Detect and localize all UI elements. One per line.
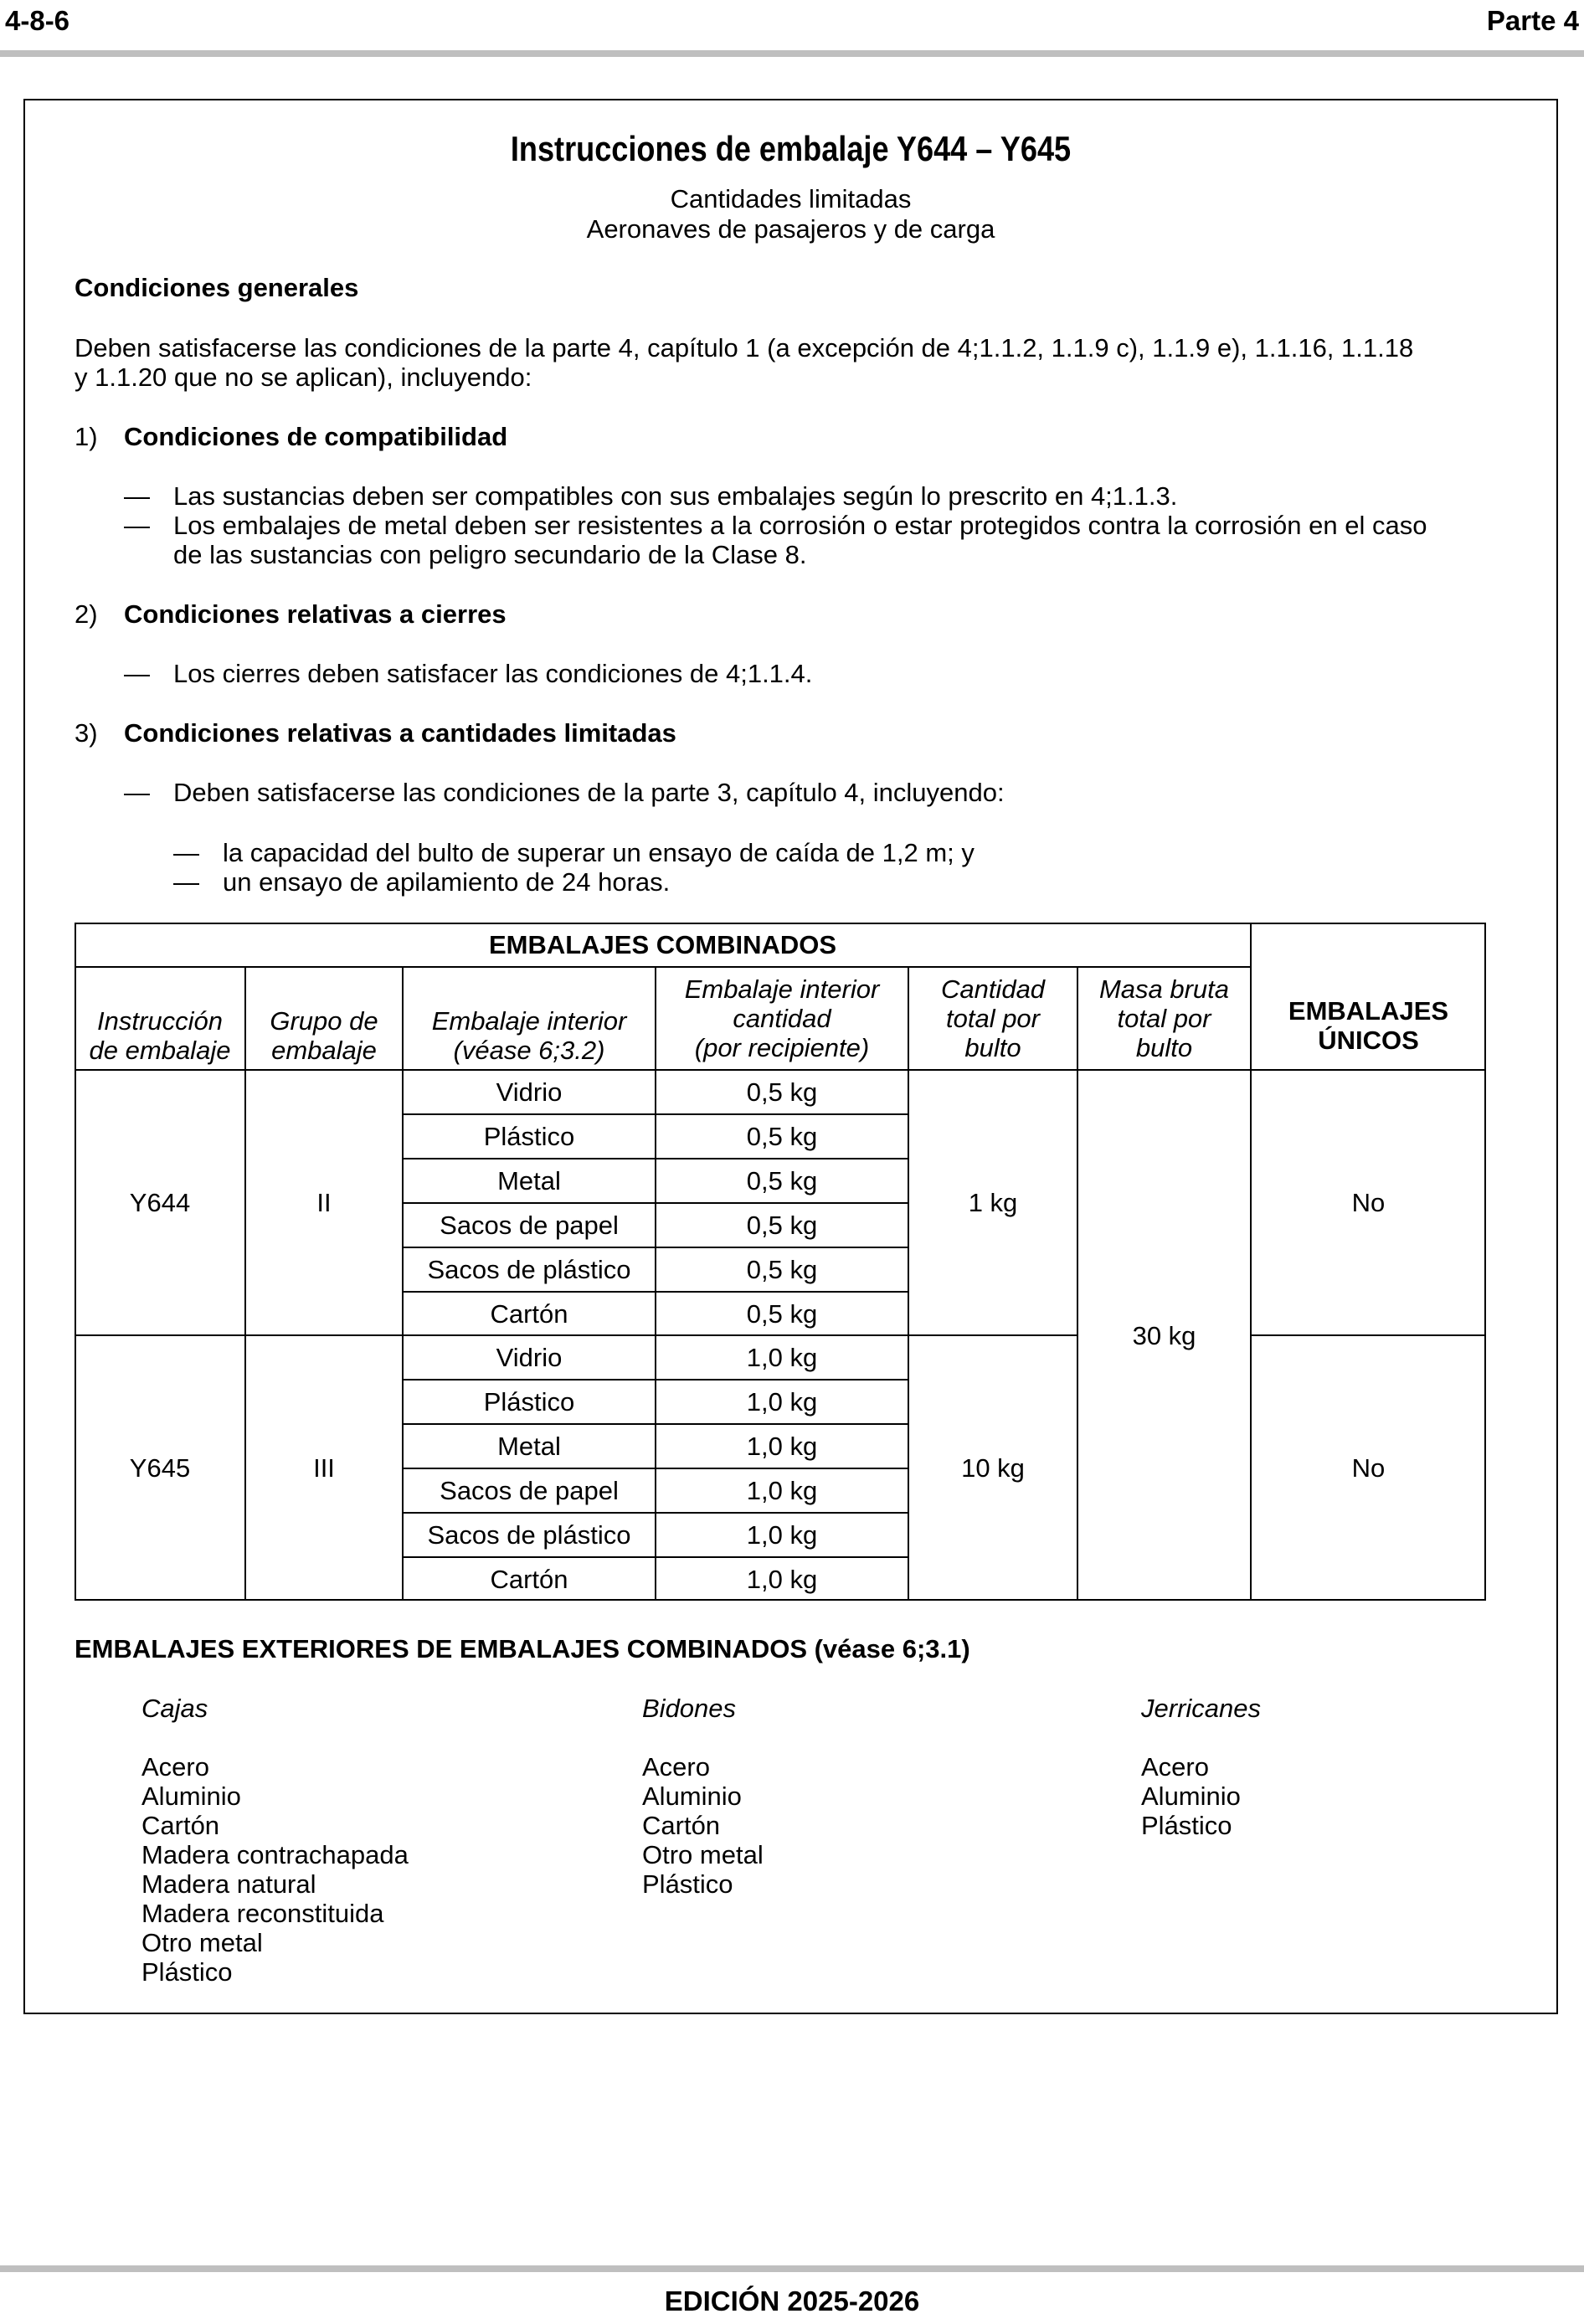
intro-line-2: y 1.1.20 que no se aplican), incluyendo:: [75, 362, 532, 392]
dash: —: [124, 659, 150, 688]
col-qty-header: Embalaje interior cantidad (por recipiente): [684, 974, 880, 1062]
inner-packaging-cell: Sacos de papel: [440, 1476, 619, 1505]
inner-packaging-cell: Metal: [497, 1432, 561, 1461]
inner-qty-cell: 0,5 kg: [746, 1122, 818, 1151]
packing-table: [75, 923, 1486, 1601]
outer-item: Madera contrachapada: [141, 1840, 409, 1869]
inner-packaging-cell: Cartón: [490, 1564, 568, 1594]
outer-item: Madera reconstituida: [141, 1899, 384, 1928]
section-3-number: 3): [75, 718, 98, 748]
total-per-package-y645: 10 kg: [961, 1453, 1025, 1483]
content-frame: [23, 99, 1558, 2014]
inner-packaging-cell: Cartón: [490, 1298, 568, 1329]
section-1-bullet-1: Las sustancias deben ser compatibles con sus embalajes según lo prescrito en 4;1.1.3.: [173, 481, 1178, 511]
single-packagings-header: EMBALAJES ÚNICOS: [1288, 996, 1449, 1055]
inner-packaging-cell: Vidrio: [496, 1077, 563, 1107]
dash: —: [124, 778, 150, 807]
inner-qty-cell: 0,5 kg: [746, 1211, 818, 1240]
gross-mass-cell: 30 kg: [1132, 1320, 1196, 1350]
inner-qty-cell: 1,0 kg: [746, 1564, 818, 1594]
outer-item: Plástico: [141, 1957, 233, 1987]
outer-item: Acero: [141, 1752, 209, 1782]
outer-col-heading: Jerricanes: [1141, 1694, 1261, 1723]
single-packagings-y644: No: [1351, 1188, 1386, 1217]
dash: —: [124, 481, 150, 511]
section-3-sub-1: la capacidad del bulto de superar un ensayo de caída de 1,2 m; y: [223, 838, 975, 867]
inner-packaging-cell: Metal: [497, 1166, 561, 1195]
instruction-y645: Y645: [129, 1453, 191, 1483]
single-packagings-y645: No: [1351, 1453, 1386, 1483]
edition-footer: EDICIÓN 2025-2026: [664, 2285, 920, 2316]
outer-item: Otro metal: [141, 1928, 263, 1957]
inner-packaging-cell: Plástico: [483, 1387, 575, 1417]
inner-packaging-cell: Sacos de plástico: [427, 1520, 631, 1550]
inner-qty-cell: 1,0 kg: [746, 1387, 818, 1417]
inner-qty-cell: 1,0 kg: [746, 1476, 818, 1505]
outer-item: Acero: [642, 1752, 710, 1782]
inner-packaging-cell: Plástico: [483, 1122, 575, 1151]
dash: —: [173, 838, 199, 867]
outer-item: Plástico: [642, 1869, 733, 1899]
outer-item: Otro metal: [642, 1840, 764, 1869]
dash: —: [124, 511, 150, 540]
outer-packagings-heading: EMBALAJES EXTERIORES DE EMBALAJES COMBINADOS (véase 6;3.1): [75, 1634, 970, 1663]
inner-qty-cell: 0,5 kg: [746, 1166, 818, 1195]
outer-item: Aluminio: [1141, 1782, 1241, 1811]
col-total-header: Cantidad total por bulto: [940, 974, 1046, 1062]
col-inner-header: Embalaje interior (véase 6;3.2): [431, 1005, 627, 1065]
col-instruction-header: Instrucción de embalaje: [89, 1005, 231, 1065]
instruction-y644: Y644: [129, 1188, 191, 1217]
inner-packaging-cell: Sacos de plástico: [427, 1255, 631, 1284]
section-3-bullet-1: Deben satisfacerse las condiciones de la parte 3, capítulo 4, incluyendo:: [173, 778, 1005, 807]
section-3-heading: Condiciones relativas a cantidades limitadas: [124, 718, 676, 748]
outer-item: Aluminio: [642, 1782, 742, 1811]
footer-rule: [0, 2265, 1584, 2272]
packing-group-ii: II: [316, 1188, 332, 1217]
inner-qty-cell: 1,0 kg: [746, 1520, 818, 1550]
subtitle-limited-quantities: Cantidades limitadas: [670, 184, 912, 213]
outer-col-jerricans: [1141, 1694, 1261, 1840]
section-2-heading: Condiciones relativas a cierres: [124, 599, 507, 629]
inner-qty-cell: 0,5 kg: [746, 1077, 818, 1107]
col-group-header: Grupo de embalaje: [270, 1005, 378, 1065]
section-1-heading: Condiciones de compatibilidad: [124, 422, 508, 451]
intro-line-1: Deben satisfacerse las condiciones de la parte 4, capítulo 1 (a excepción de 4;1.1.2, 1.1.9 c), 1.1.9 e), 1.1.16, 1.1.18: [75, 333, 1414, 362]
combined-packagings-header: EMBALAJES COMBINADOS: [488, 930, 837, 959]
inner-packaging-cell: Vidrio: [496, 1343, 563, 1372]
outer-item: Acero: [1141, 1752, 1209, 1782]
section-1-bullet-2-line-1: Los embalajes de metal deben ser resistentes a la corrosión o estar protegidos contra la corrosión en el caso: [173, 511, 1427, 540]
section-1-bullet-2-line-2: de las sustancias con peligro secundario de la Clase 8.: [173, 540, 807, 569]
outer-col-boxes: [141, 1694, 409, 1987]
section-1-number: 1): [75, 422, 98, 451]
inner-packaging-cell: Sacos de papel: [440, 1211, 619, 1240]
outer-col-heading: Bidones: [642, 1694, 737, 1723]
outer-item: Aluminio: [141, 1782, 241, 1811]
page-number: 4-8-6: [5, 5, 70, 36]
section-3-sub-2: un ensayo de apilamiento de 24 horas.: [223, 867, 671, 897]
dash: —: [173, 867, 199, 897]
page-title: Instrucciones de embalaje Y644 – Y645: [510, 129, 1072, 168]
packing-group-iii: III: [313, 1453, 335, 1483]
inner-qty-cell: 0,5 kg: [746, 1298, 818, 1329]
general-conditions-heading: Condiciones generales: [75, 273, 359, 302]
section-2-number: 2): [75, 599, 98, 629]
inner-qty-cell: 1,0 kg: [746, 1343, 818, 1372]
outer-item: Madera natural: [141, 1869, 316, 1899]
header-rule: [0, 50, 1584, 57]
outer-item: Cartón: [642, 1811, 721, 1840]
part-label: Parte 4: [1486, 5, 1579, 36]
outer-col-drums: [642, 1694, 764, 1899]
col-mass-header: Masa bruta total por bulto: [1098, 974, 1230, 1062]
outer-col-heading: Cajas: [141, 1694, 208, 1723]
subtitle-aircraft: Aeronaves de pasajeros y de carga: [586, 214, 995, 244]
inner-qty-cell: 0,5 kg: [746, 1255, 818, 1284]
outer-item: Cartón: [141, 1811, 220, 1840]
total-per-package-y644: 1 kg: [968, 1188, 1018, 1217]
section-2-bullet-1: Los cierres deben satisfacer las condiciones de 4;1.1.4.: [173, 659, 813, 688]
outer-item: Plástico: [1141, 1811, 1232, 1840]
inner-qty-cell: 1,0 kg: [746, 1432, 818, 1461]
